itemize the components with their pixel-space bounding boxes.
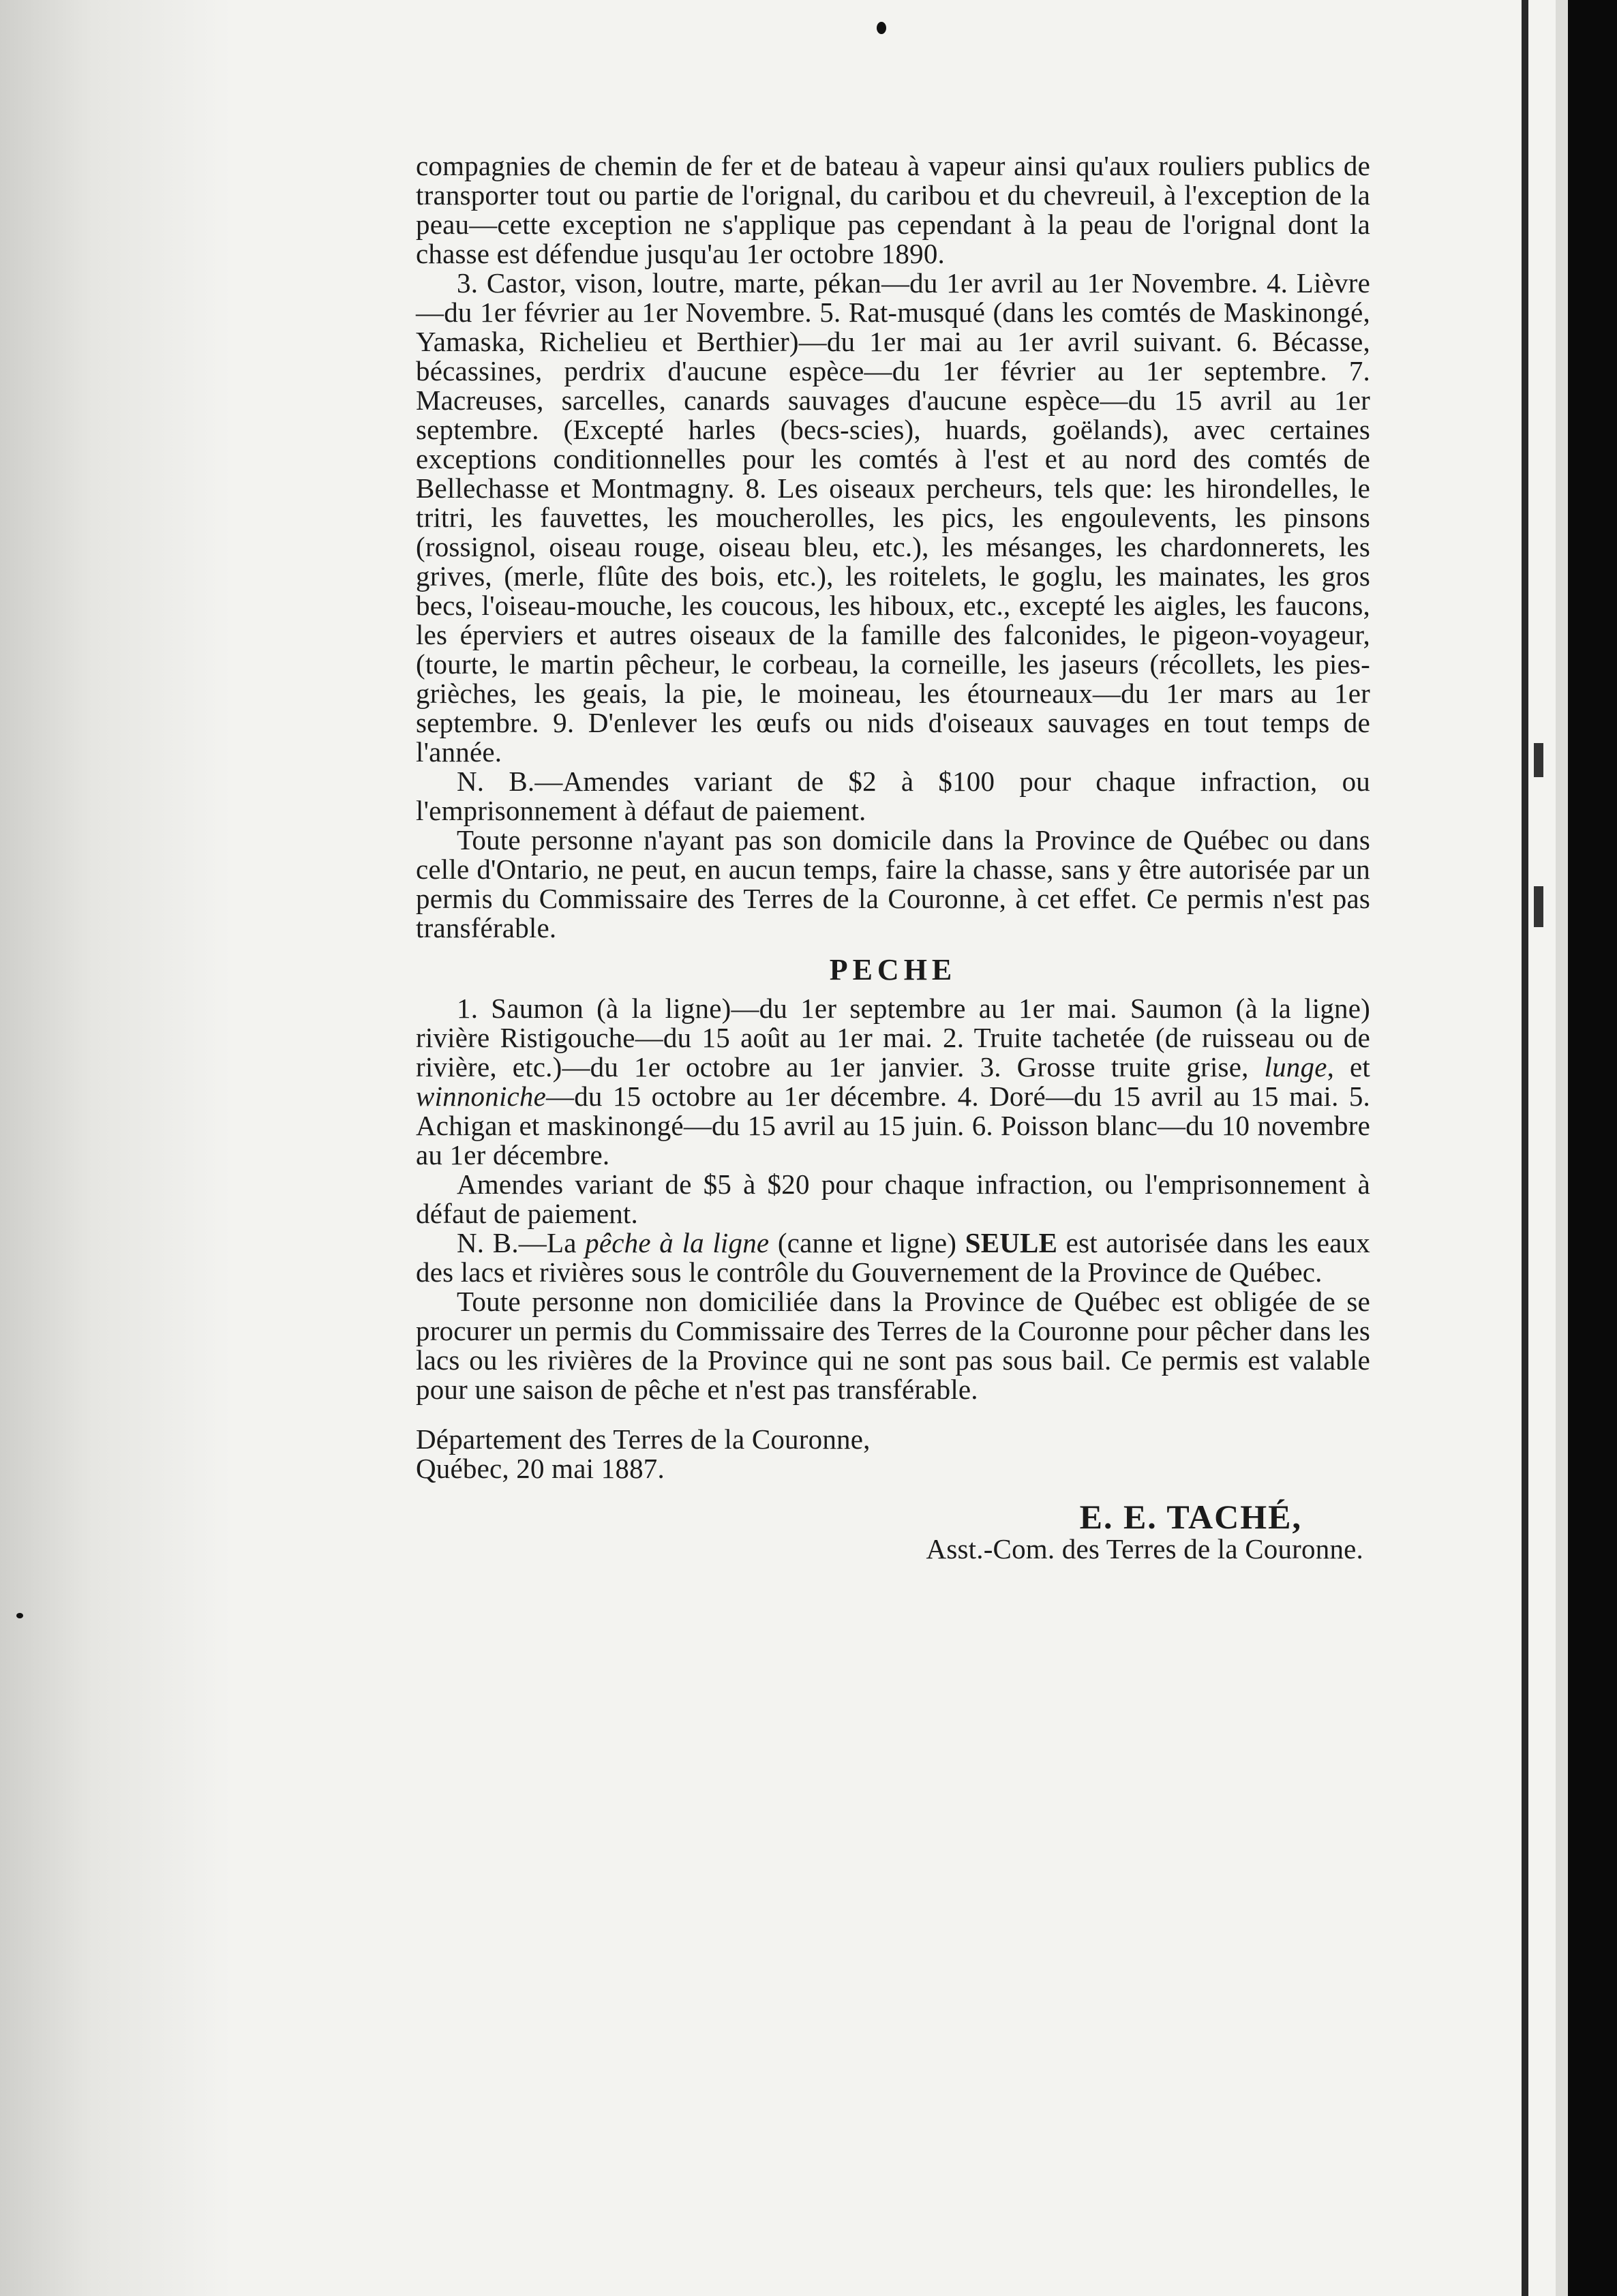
page-shadow (0, 0, 232, 2296)
peche-and: , et (1327, 1051, 1371, 1083)
department-line: Département des Terres de la Couronne, (416, 1423, 871, 1455)
signature: E. E. TACHÉ, (1079, 1498, 1302, 1536)
nb-mid: (canne et ligne) (777, 1227, 957, 1258)
paragraph-2: 3. Castor, vison, loutre, marte, pékan—du 1er avril au 1er Novembre. 4. Lièvre—du 1er février au 1er Novembre. 5. Rat-musqué (dans les comtés de Maskinongé, Yamaska, Richelieu et Berthier)—du 1er mai au 1er avril suivant. 6. Bécasse, bécassines, perdrix d'aucune espèce—du 1er février au 1er septembre. 7. Macreuses, sarcelles, canards sauvages d'aucune espèce—du 15 avril au 1er septembre. (Excepté harles (becs-scies), huards, goëlands), avec certaines exceptions conditionnelles pour les comtés à l'est et au nord des comtés de Bellechasse et Montmagny. 8. Les oiseaux percheurs, tels que: les hirondelles, le tritri, les fauvettes, les moucherolles, les pics, les engoulevents, les pinsons (rossignol, oiseau rouge, oiseau bleu, etc.), les mésanges, les chardonnerets, les grives, (merle, flûte des bois, etc.), les roitelets, le goglu, les mainates, les gros becs, l'oiseau-mouche, les coucous, les hiboux, etc., excepté les aigles, les faucons, les éperviers et autres oiseaux de la famille des falconides, le pigeon-voyageur, (tourte, le martin pêcheur, le corbeau, la corneille, les jaseurs (récollets, les pies-grièches, les geais, la pie, le moineau, les étourneaux—du 1er mars au 1er septembre. 9. D'enlever les œufs ou nids d'oiseaux sauvages en tout temps de l'année. (416, 267, 1370, 768)
document-body (416, 151, 1370, 1564)
peche-paragraph (416, 994, 1370, 1170)
right-edge-line (1522, 0, 1528, 2296)
paragraph-3: N. B.—Amendes variant de $2 à $100 pour chaque infraction, ou l'emprisonnement à défaut de paiement. (416, 766, 1370, 826)
signature-title: Asst.-Com. des Terres de la Couronne. (926, 1533, 1363, 1565)
edge-mark (1534, 743, 1543, 777)
peche-text: 1. Saumon (à la ligne)—du 1er septembre au 1er mai. Saumon (à la ligne) rivière Ristigouche—du 15 août au 1er mai. 2. Truite tachetée (de ruisseau ou de rivière, etc.)—du 1er octobre au 1er janvier. 3. Grosse truite grise, (416, 993, 1370, 1083)
fine-paragraph: Amendes variant de $5 à $20 pour chaque infraction, ou l'emprisonnement à défaut de paiement. (416, 1168, 1370, 1229)
peche-italic-winnoniche: winnoniche (416, 1081, 547, 1112)
edge-mark (1534, 886, 1543, 927)
nb-prefix: N. B.—La (457, 1227, 577, 1258)
paragraph-1: compagnies de chemin de fer et de bateau à vapeur ainsi qu'aux rouliers publics de transporter tout ou partie de l'orignal, du caribou et du chevreuil, à l'exception de la peau—cette exception ne s'applique pas cependant à la peau de l'orignal dont la chasse est défendue jusqu'au 1er octobre 1890. (416, 150, 1370, 269)
ink-speck (877, 22, 886, 34)
ink-speck (16, 1613, 23, 1618)
peche-italic-lunge: lunge (1264, 1051, 1327, 1083)
right-margin-strip (1556, 0, 1568, 2296)
peche-text-2: —du 15 octobre au 1er décembre. 4. Doré—du 15 avril au 15 mai. 5. Achigan et maskinongé—du 15 avril au 15 juin. 6. Poisson blanc—du 10 novembre au 1er décembre. (416, 1081, 1370, 1170)
nb-rest: est autorisée dans les eaux des lacs et rivières sous le contrôle du Gouvernement de la Province de Québec. (416, 1227, 1370, 1288)
non-resident-paragraph: Toute personne non domiciliée dans la Province de Québec est obligée de se procurer un permis du Commissaire des Terres de la Couronne pour pêcher dans les lacs ou les rivières de la Province qui ne sont pas sous bail. Ce permis est valable pour une saison de pêche et n'est pas transférable. (416, 1286, 1370, 1405)
nb-bold: SEULE (965, 1227, 1058, 1258)
section-heading: PECHE (829, 953, 957, 986)
paragraph-4: Toute personne n'ayant pas son domicile dans la Province de Québec ou dans celle d'Ontario, ne peut, en aucun temps, faire la chasse, sans y être autorisée par un permis du Commissaire des Terres de la Couronne, à cet effet. Ce permis n'est pas transférable. (416, 824, 1370, 943)
nb-italic: pêche à la ligne (585, 1227, 770, 1258)
nb-paragraph (416, 1228, 1370, 1287)
place-date-line: Québec, 20 mai 1887. (416, 1453, 665, 1484)
